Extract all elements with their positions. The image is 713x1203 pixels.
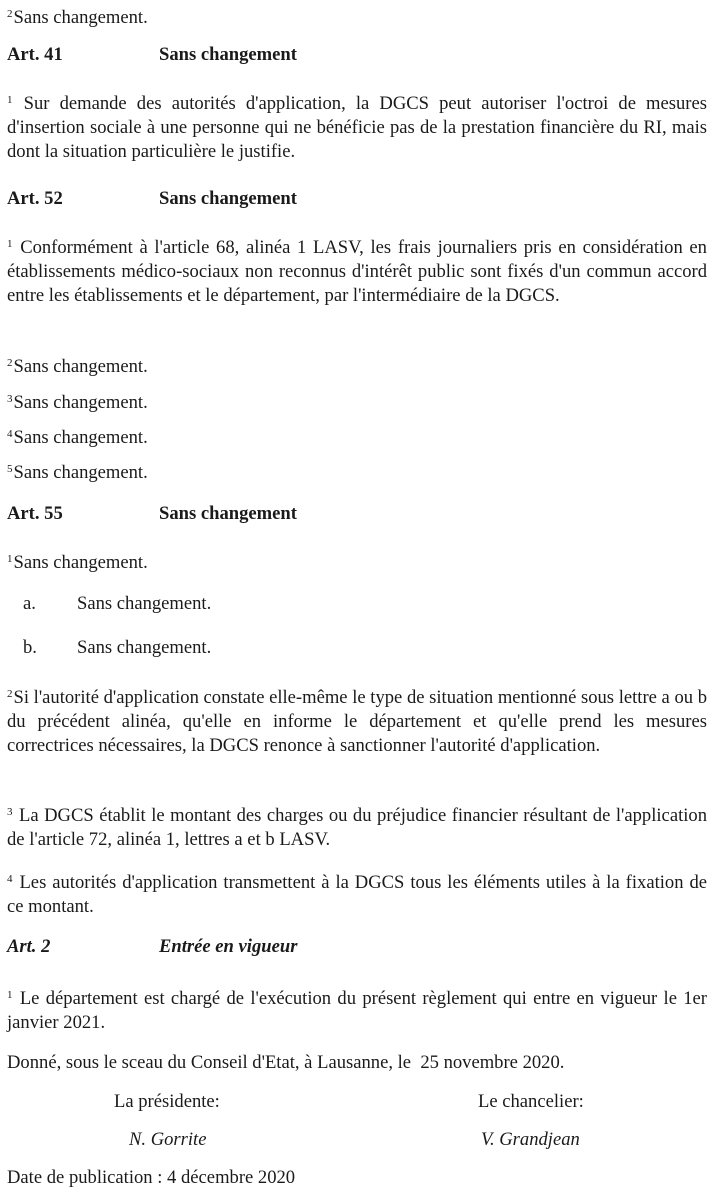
paragraph-text: Sans changement.: [13, 462, 148, 483]
paragraph: [7, 800, 707, 852]
paragraph-text: Sans changement.: [13, 7, 148, 28]
paragraph: [7, 547, 707, 575]
paragraph-number: 1: [7, 989, 13, 1001]
paragraph: [7, 387, 707, 415]
paragraph-text: Sans changement.: [13, 392, 148, 413]
signatory-role-right: Le chancelier:: [478, 1091, 584, 1112]
paragraph-number: 4: [7, 428, 13, 440]
article-title: Sans changement: [159, 44, 297, 65]
paragraph-text: Conformément à l'article 68, alinéa 1 LASV, les frais journaliers pris en considération en établissements médico-sociaux non reconnus d'intérêt public sont fixés d'un commun accord entre les établissements et le département, par l'intermédiaire de la DGCS.: [7, 237, 707, 306]
paragraph-number: 4: [7, 873, 13, 885]
list-item-letter: a.: [23, 593, 36, 614]
paragraph: [7, 232, 707, 308]
paragraph-number: 1: [7, 553, 13, 565]
article-number: Art. 55: [7, 503, 63, 524]
signatory-name-right: V. Grandjean: [481, 1129, 580, 1150]
paragraph-text: La DGCS établit le montant des charges ou du préjudice financier résultant de l'application de l'article 72, alinéa 1, lettres a et b LASV.: [7, 805, 707, 850]
paragraph: [7, 457, 707, 485]
paragraph-text: Le département est chargé de l'exécution du présent règlement qui entre en vigueur le 1er janvier 2021.: [7, 988, 707, 1033]
paragraph-number: 3: [7, 393, 13, 405]
article-title: Sans changement: [159, 188, 297, 209]
article-title: Entrée en vigueur: [159, 936, 298, 957]
paragraph-text: Sans changement.: [13, 427, 148, 448]
paragraph: [7, 2, 707, 30]
paragraph: [7, 983, 707, 1035]
paragraph-text: Sans changement.: [13, 552, 148, 573]
article-number: Art. 2: [7, 936, 51, 957]
publication-date: Date de publication : 4 décembre 2020: [7, 1167, 296, 1188]
list-item-letter: b.: [23, 637, 37, 658]
paragraph-text: Si l'autorité d'application constate elle-même le type de situation mentionné sous lettre a ou b du précédent alinéa, qu'elle en informe le département et qu'elle prend les mesures correctrices nécessaires, la DGCS renonce à sanctionner l'autorité d'application.: [7, 687, 707, 756]
paragraph: [7, 88, 707, 164]
paragraph-number: 2: [7, 688, 13, 700]
list-item-text: Sans changement.: [77, 593, 212, 614]
paragraph-number: 1: [7, 238, 13, 250]
list-item-text: Sans changement.: [77, 637, 212, 658]
paragraph-number: 3: [7, 806, 13, 818]
given-statement: Donné, sous le sceau du Conseil d'Etat, à Lausanne, le 25 novembre 2020.: [7, 1052, 565, 1073]
paragraph-number: 5: [7, 463, 13, 475]
paragraph-number: 1: [7, 94, 13, 106]
paragraph-text: Sans changement.: [13, 356, 148, 377]
paragraph: [7, 422, 707, 450]
paragraph-number: 2: [7, 8, 13, 20]
article-number: Art. 52: [7, 188, 63, 209]
paragraph: [7, 682, 707, 758]
article-number: Art. 41: [7, 44, 63, 65]
paragraph: [7, 867, 707, 919]
signatory-role-left: La présidente:: [114, 1091, 220, 1112]
signatory-name-left: N. Gorrite: [129, 1129, 207, 1150]
paragraph-text: Les autorités d'application transmettent à la DGCS tous les éléments utiles à la fixation de ce montant.: [7, 872, 707, 917]
paragraph: [7, 351, 707, 379]
paragraph-number: 2: [7, 357, 13, 369]
paragraph-text: Sur demande des autorités d'application, la DGCS peut autoriser l'octroi de mesures d'insertion sociale à une personne qui ne bénéficie pas de la prestation financière du RI, mais dont la situation particulière le justifie.: [7, 93, 707, 162]
article-title: Sans changement: [159, 503, 297, 524]
